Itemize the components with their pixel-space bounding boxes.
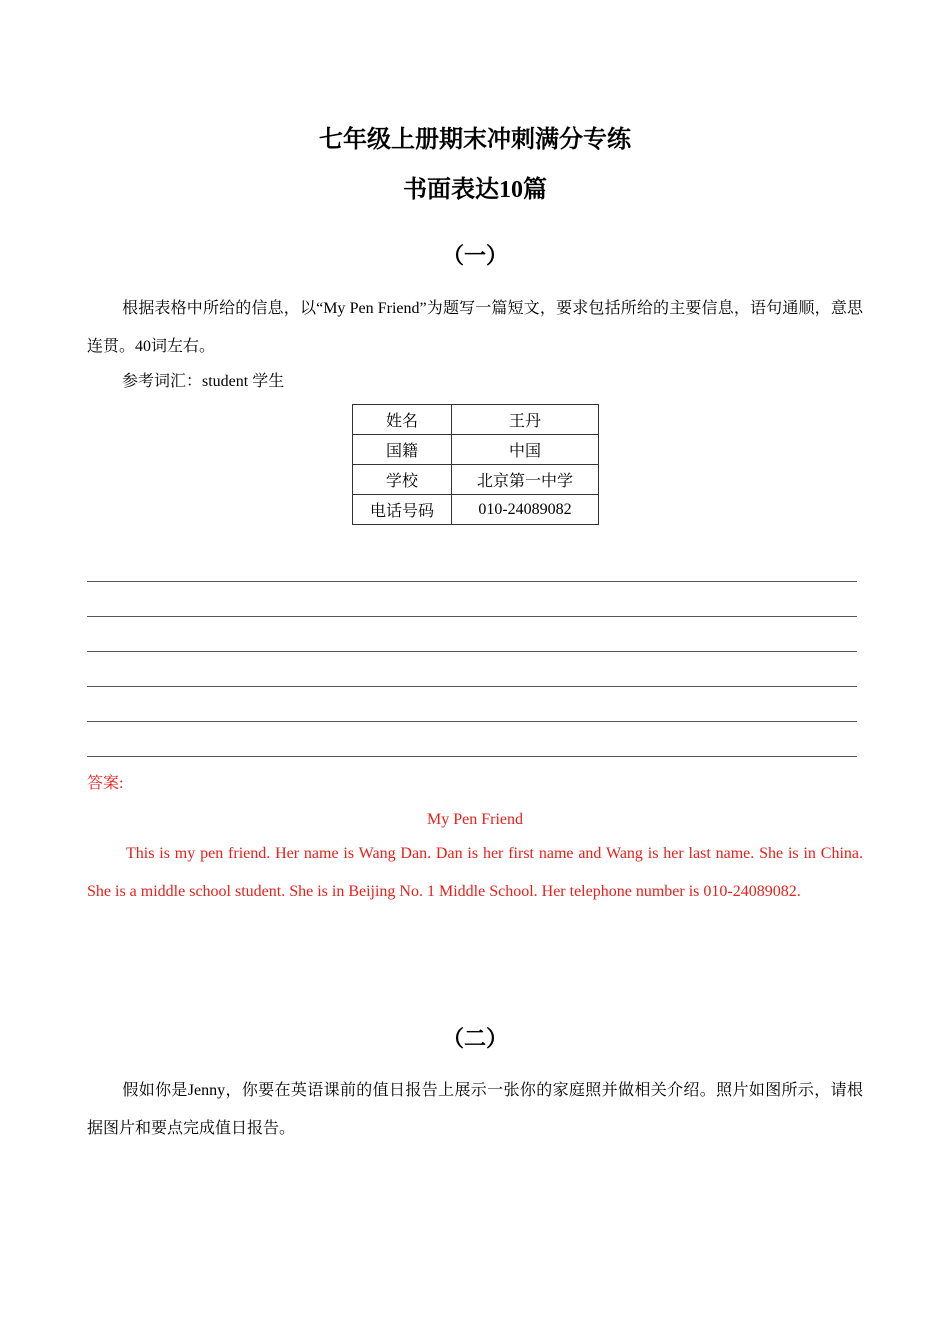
table-row bbox=[353, 495, 599, 525]
writing-line bbox=[87, 581, 857, 582]
document-subtitle: 书面表达10篇 bbox=[403, 177, 547, 203]
section-2-prompt bbox=[87, 1072, 863, 1148]
answer-title: My Pen Friend bbox=[427, 811, 523, 828]
section-1-prompt bbox=[87, 290, 863, 366]
section-1-heading: （一） bbox=[441, 243, 508, 268]
table-label: 学校 bbox=[353, 465, 452, 495]
answer-text bbox=[87, 835, 863, 911]
section-1-vocab: 参考词汇：student 学生 bbox=[122, 373, 285, 390]
section-2-heading: （二） bbox=[441, 1026, 508, 1051]
section-2-prompt-text: 假如你是Jenny，你要在英语课前的值日报告上展示一张你的家庭照并做相关介绍。照片如图所示，请根据图片和要点完成值日报告。 bbox=[87, 1082, 863, 1137]
writing-line bbox=[87, 756, 857, 757]
table-label: 国籍 bbox=[353, 435, 452, 465]
table-value: 中国 bbox=[452, 435, 599, 465]
document-title: 七年级上册期末冲刺满分专练 bbox=[319, 127, 631, 153]
info-table bbox=[352, 404, 599, 525]
table-label: 姓名 bbox=[353, 405, 452, 435]
writing-line bbox=[87, 616, 857, 617]
table-label: 电话号码 bbox=[353, 495, 452, 525]
table-value: 010-24089082 bbox=[452, 495, 599, 525]
table-value: 王丹 bbox=[452, 405, 599, 435]
table-row bbox=[353, 405, 599, 435]
table-row bbox=[353, 465, 599, 495]
answer-label: 答案: bbox=[87, 775, 124, 792]
section-1-prompt-text: 根据表格中所给的信息，以“My Pen Friend”为题写一篇短文，要求包括所给的主要信息，语句通顺，意思连贯。40词左右。 bbox=[87, 300, 863, 355]
writing-line bbox=[87, 651, 857, 652]
writing-line bbox=[87, 721, 857, 722]
writing-line bbox=[87, 686, 857, 687]
table-row bbox=[353, 435, 599, 465]
table-value: 北京第一中学 bbox=[452, 465, 599, 495]
answer-body: This is my pen friend. Her name is Wang Dan. Dan is her first name and Wang is her last name. She is in China. She is a middle school student. She is in Beijing No. 1 Middle School. Her telephone number is 010-24089082. bbox=[87, 845, 863, 900]
